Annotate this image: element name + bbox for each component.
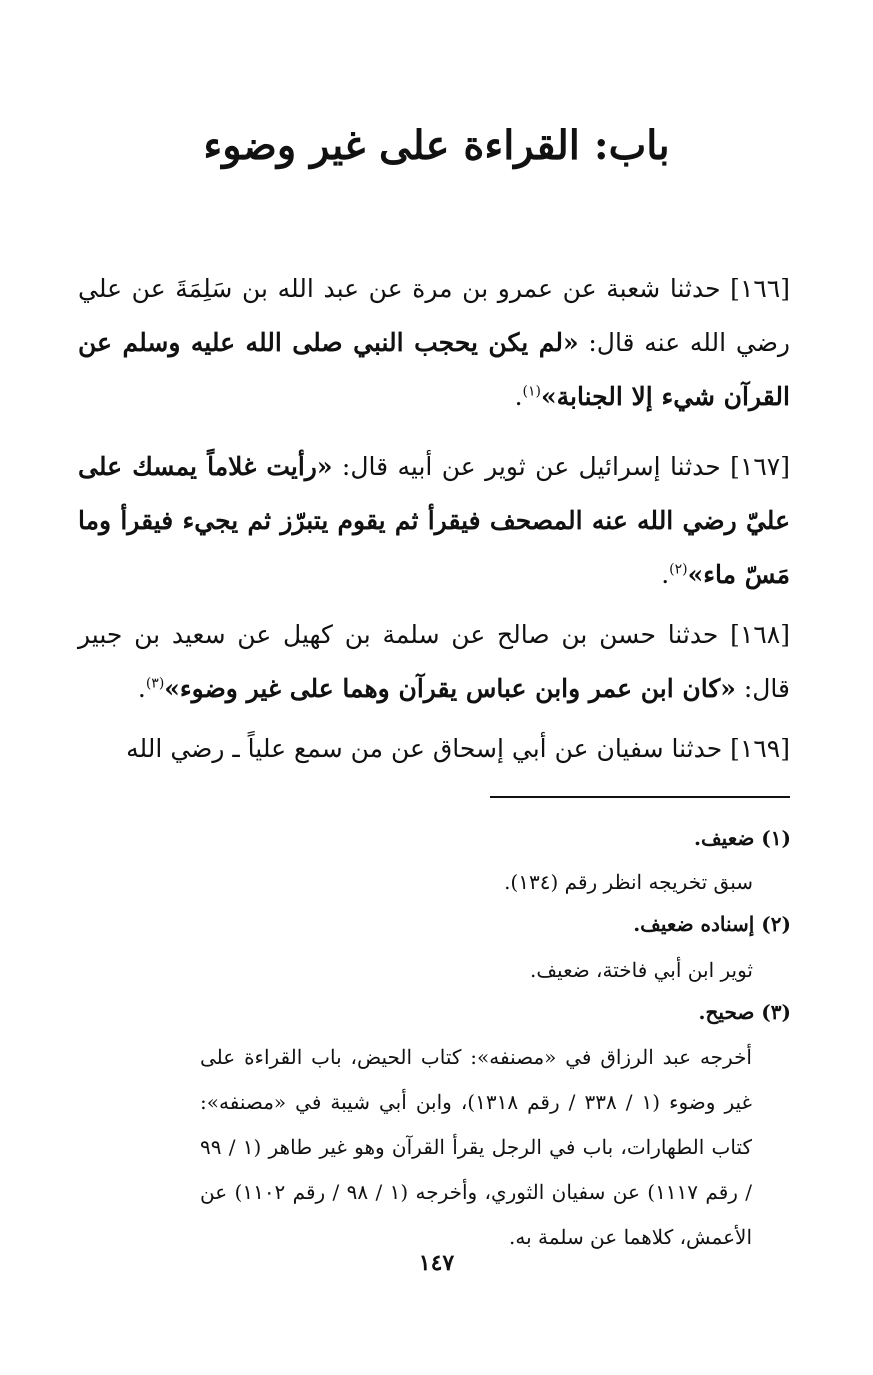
footnote-2-body: ثوير ابن أبي فاختة، ضعيف. — [529, 958, 753, 982]
hadith-chain: حدثنا سفيان عن أبي إسحاق عن من سمع علياً ـ رضي الله — [126, 734, 731, 763]
footnote-2-heading: (٢) إسناده ضعيف. — [633, 912, 791, 936]
hadith-end: . — [514, 382, 523, 411]
chapter-title: باب: القراءة على غير وضوء — [203, 122, 670, 169]
footnote-ref: (٣) — [145, 675, 165, 692]
hadith-end: . — [137, 674, 146, 703]
hadith-chain: حدثنا حسن بن صالح عن سلمة بن كهيل عن سعيد بن جبير قال: — [78, 620, 790, 703]
hadith-166 — [78, 262, 790, 424]
hadith-end: . — [661, 560, 670, 589]
hadith-number: [١٦٦] — [730, 274, 790, 303]
footnote-1-heading: (١) ضعيف. — [694, 826, 791, 850]
hadith-chain: حدثنا شعبة عن عمرو بن مرة عن عبد الله بن سَلِمَةَ عن علي رضي الله عنه قال: — [78, 274, 791, 357]
footnote-divider — [490, 796, 790, 798]
hadith-text: «كان ابن عمر وابن عباس يقرآن وهما على غير وضوء» — [164, 674, 736, 703]
footnote-3-body: أخرجه عبد الرزاق في «مصنفه»: كتاب الحيض، باب القراءة على غير وضوء (١ / ٣٣٨ / رقم ١٣١٨)، وابن أبي شيبة في «مصنفه»: كتاب الطهارات، باب في الرجل يقرأ القرآن وهو غير طاهر (١ / ٩٩ / رقم ١١١٧) عن سفيان الثوري، وأخرجه (١ / ٩٨ / رقم ١١٠٢) عن الأعمش، كلاهما عن سلمة به. — [200, 1045, 753, 1249]
hadith-number: [١٦٨] — [730, 620, 790, 649]
hadith-167 — [78, 440, 790, 602]
hadith-168 — [78, 608, 790, 716]
hadith-number: [١٦٩] — [730, 734, 790, 763]
hadith-number: [١٦٧] — [730, 452, 790, 481]
hadith-text: «رأيت غلاماً يمسك على عليّ رضي الله عنه المصحف فيقرأ ثم يقوم يتبرّز ثم يجيء فيقرأ وما مَسّ ماء» — [78, 452, 790, 589]
hadith-text: «لم يكن يحجب النبي صلى الله عليه وسلم عن القرآن شيء إلا الجنابة» — [78, 328, 790, 411]
hadith-169 — [78, 722, 790, 776]
footnote-ref: (٢) — [669, 561, 688, 578]
footnote-1-body: سبق تخريجه انظر رقم (١٣٤). — [504, 870, 753, 894]
page-number: ١٤٧ — [418, 1250, 455, 1276]
footnote-3-heading: (٣) صحيح. — [698, 1000, 791, 1024]
footnote-ref: (١) — [522, 383, 541, 400]
hadith-chain: حدثنا إسرائيل عن ثوير عن أبيه قال: — [332, 452, 731, 481]
